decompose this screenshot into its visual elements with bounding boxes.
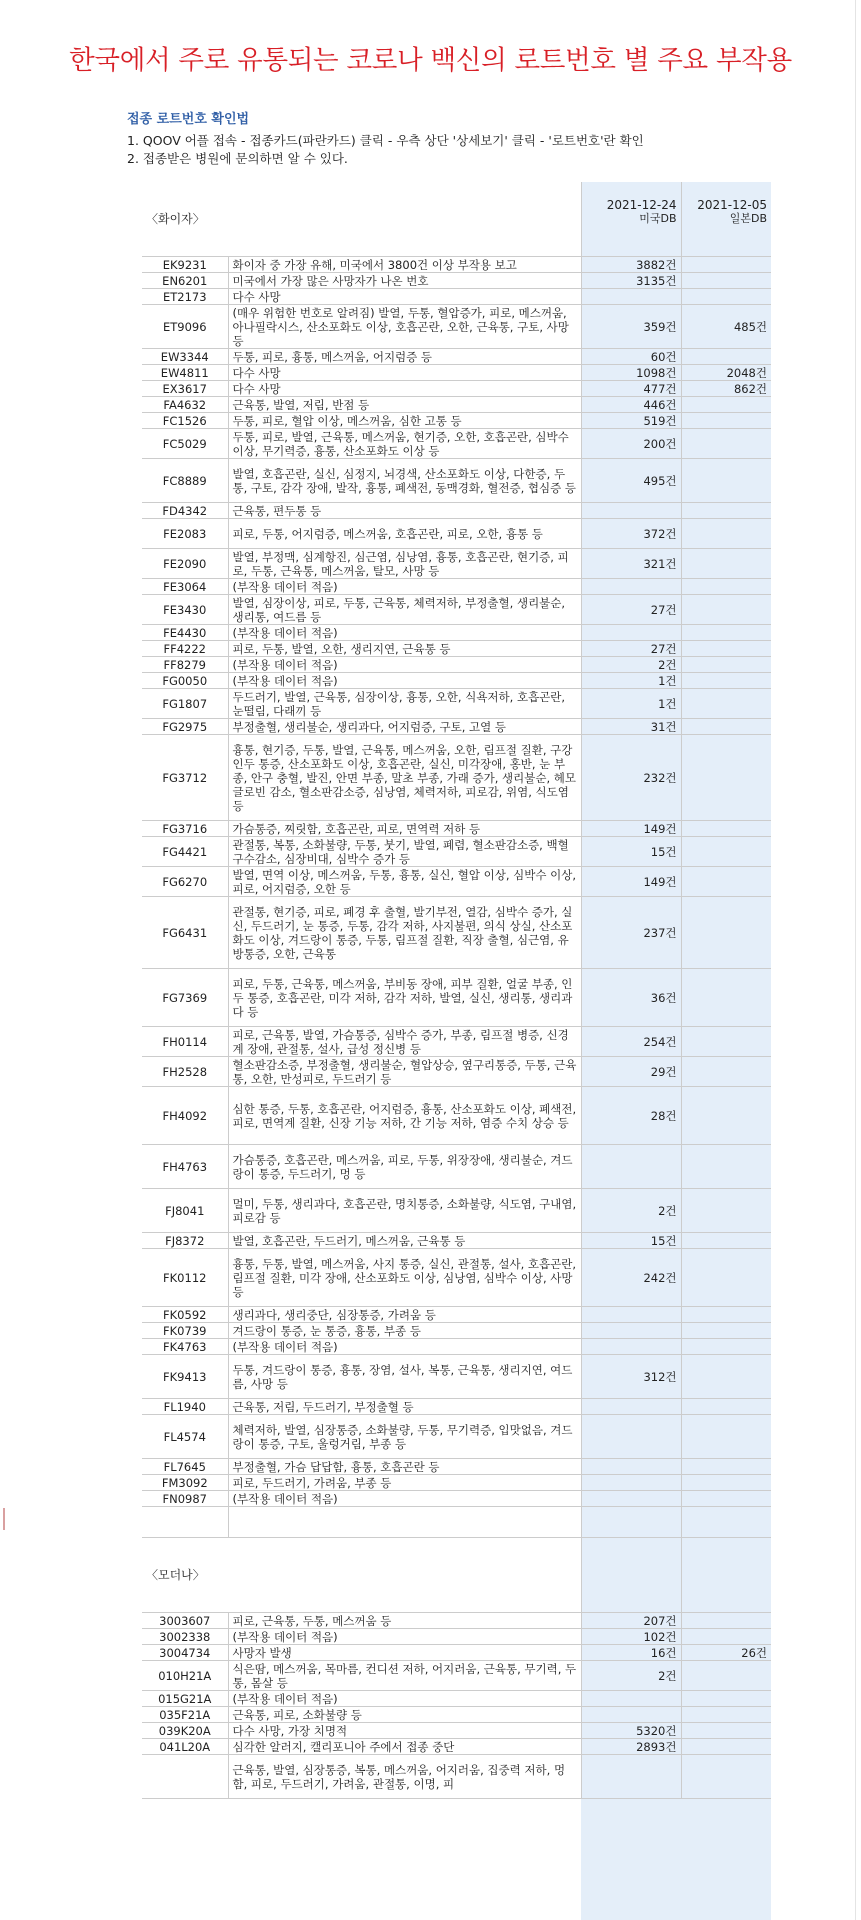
side-effects: 피로, 근육통, 두통, 메스꺼움 등: [228, 1613, 581, 1629]
us-db-count: 149건: [581, 821, 681, 837]
us-db-count: 1098건: [581, 365, 681, 381]
us-db-count: [581, 1399, 681, 1415]
table-row: [142, 305, 771, 349]
side-effects: 부정출혈, 생리불순, 생리과다, 어지럼증, 구토, 고열 등: [228, 719, 581, 735]
jp-db-count: [681, 1491, 771, 1507]
jp-db-count: [681, 1459, 771, 1475]
jp-db-count: [681, 349, 771, 365]
us-db-count: 2건: [581, 1189, 681, 1233]
lot-number: FJ8372: [142, 1233, 228, 1249]
us-db-count: 359건: [581, 305, 681, 349]
lot-number: FJ8041: [142, 1189, 228, 1233]
table-row: [142, 1145, 771, 1189]
instructions-heading: 접종 로트번호 확인법: [127, 112, 250, 127]
lot-number: ET9096: [142, 305, 228, 349]
lot-number: EN6201: [142, 273, 228, 289]
side-effects: 미국에서 가장 많은 사망자가 나온 번호: [228, 273, 581, 289]
lot-number: FC5029: [142, 429, 228, 459]
lot-number: 3003607: [142, 1613, 228, 1629]
table-row: [142, 1491, 771, 1507]
side-effects: (부작용 데이터 적음): [228, 1491, 581, 1507]
jp-db-count: [681, 1145, 771, 1189]
lot-number: FK0592: [142, 1307, 228, 1323]
table-row: [142, 1087, 771, 1145]
side-effects: 체력저하, 발열, 심장통증, 소화불량, 두통, 무기력증, 입맛없음, 겨드랑이 통증, 구토, 울렁거림, 부종 등: [228, 1415, 581, 1459]
side-effects: 발열, 호흡곤란, 두드러기, 메스꺼움, 근육통 등: [228, 1233, 581, 1249]
spacer-cell: [142, 1507, 228, 1538]
jp-db-count: [681, 897, 771, 969]
lot-number: FF8279: [142, 657, 228, 673]
jp-db-count: [681, 1475, 771, 1491]
jp-db-count: [681, 821, 771, 837]
jp-db-count: [681, 397, 771, 413]
table-row: [142, 1355, 771, 1399]
left-edge-mark: [3, 1508, 5, 1530]
spacer-cell: [681, 1507, 771, 1538]
side-effects: 피로, 근육통, 발열, 가슴통증, 심박수 증가, 부종, 림프절 병증, 신경계 장애, 관절통, 설사, 급성 정신병 등: [228, 1027, 581, 1057]
lot-number: FK0112: [142, 1249, 228, 1307]
lot-check-instructions: [127, 108, 644, 168]
us-db-count: [581, 1145, 681, 1189]
table-row: [142, 1645, 771, 1661]
jp-db-count: [681, 503, 771, 519]
jp-db-count: [681, 1087, 771, 1145]
side-effects: 피로, 두드러기, 가려움, 부종 등: [228, 1475, 581, 1491]
lot-number: FG6431: [142, 897, 228, 969]
us-db-count: 5320건: [581, 1723, 681, 1739]
lot-number: FM3092: [142, 1475, 228, 1491]
table-row: [142, 1459, 771, 1475]
table-row: [142, 595, 771, 625]
jp-db-count: [681, 1027, 771, 1057]
us-db-count: 15건: [581, 837, 681, 867]
us-db-count: [581, 289, 681, 305]
table-row: [142, 969, 771, 1027]
lot-number: FK0739: [142, 1323, 228, 1339]
side-effects: 생리과다, 생리중단, 심장통증, 가려움 등: [228, 1307, 581, 1323]
lot-number: FG7369: [142, 969, 228, 1027]
us-db-count: [581, 625, 681, 641]
jp-db-count: [681, 1755, 771, 1799]
jp-db-count: [681, 735, 771, 821]
side-effects: (부작용 데이터 적음): [228, 657, 581, 673]
us-db-count: 312건: [581, 1355, 681, 1399]
side-effects: 두통, 피로, 발열, 근육통, 메스꺼움, 현기증, 오한, 호흡곤란, 심박수 이상, 무기력증, 흉통, 산소포화도 이상 등: [228, 429, 581, 459]
jp-db-count: [681, 837, 771, 867]
lot-number: FE3064: [142, 579, 228, 595]
lot-number: FG3712: [142, 735, 228, 821]
lot-number: FE2090: [142, 549, 228, 579]
lot-number: 010H21A: [142, 1661, 228, 1691]
lot-number: EX3617: [142, 381, 228, 397]
jp-db-count: [681, 1661, 771, 1691]
jp-db-count: [681, 257, 771, 273]
section-desc-empty: [228, 182, 581, 257]
table-row: [142, 1707, 771, 1723]
table-row: [142, 1415, 771, 1459]
side-effects: (매우 위험한 번호로 알려짐) 발열, 두통, 혈압증가, 피로, 메스꺼움, 아나필락시스, 산소포화도 이상, 호흡곤란, 오한, 근육통, 구토, 사망 등: [228, 305, 581, 349]
table-row: [142, 625, 771, 641]
lot-number: FE4430: [142, 625, 228, 641]
us-db-count: 1건: [581, 673, 681, 689]
side-effects: 사망자 발생: [228, 1645, 581, 1661]
lot-number: [142, 1755, 228, 1799]
jp-db-count: [681, 1323, 771, 1339]
us-db-count: 321건: [581, 549, 681, 579]
table-row: [142, 641, 771, 657]
us-db-count: [581, 1707, 681, 1723]
side-effects: 부정출혈, 가슴 답답함, 흉통, 호흡곤란 등: [228, 1459, 581, 1475]
table-row: [142, 657, 771, 673]
side-effects: 피로, 두통, 어지럼증, 메스꺼움, 호흡곤란, 피로, 오한, 흉통 등: [228, 519, 581, 549]
side-effects: 근육통, 편두통 등: [228, 503, 581, 519]
us-db-date: 2021-12-24: [606, 198, 677, 212]
jp-db-count: [681, 1249, 771, 1307]
lot-number: FG3716: [142, 821, 228, 837]
table-row: [142, 1339, 771, 1355]
table-row: [142, 579, 771, 595]
jp-db-count: [681, 1399, 771, 1415]
us-db-count: 102건: [581, 1629, 681, 1645]
us-db-count: 200건: [581, 429, 681, 459]
lot-number: 041L20A: [142, 1739, 228, 1755]
spacer-cell: [228, 1507, 581, 1538]
us-db-count: 446건: [581, 397, 681, 413]
jp-db-count: [681, 459, 771, 503]
us-db-count: 237건: [581, 897, 681, 969]
side-effects: 다수 사망, 가장 치명적: [228, 1723, 581, 1739]
table-row: [142, 519, 771, 549]
table-row: [142, 257, 771, 273]
us-db-count: 36건: [581, 969, 681, 1027]
table-row: [142, 1613, 771, 1629]
side-effects: 두통, 겨드랑이 통증, 흉통, 장염, 설사, 복통, 근육통, 생리지연, 여드름, 사망 등: [228, 1355, 581, 1399]
jp-db-count: [681, 595, 771, 625]
us-db-header: [581, 182, 681, 257]
jp-db-count: [681, 549, 771, 579]
table-row: [142, 673, 771, 689]
lot-number: FL7645: [142, 1459, 228, 1475]
table-row: [142, 1027, 771, 1057]
lot-number: 3002338: [142, 1629, 228, 1645]
lot-number: FG1807: [142, 689, 228, 719]
side-effects: 흉통, 현기증, 두통, 발열, 근육통, 메스꺼움, 오한, 림프절 질환, 구강 인두 통증, 산소포화도 이상, 호흡곤란, 실신, 미각장애, 홍반, 눈 부종, 안구 충혈, 발진, 안면 부종, 말초 부종, 가래 증가, 생리불순, 헤모글로빈 감소, 혈소판감소증, 심낭염, 체력저하, 피로감, 위염, 식도염 등: [228, 735, 581, 821]
jp-db-count: 26건: [681, 1645, 771, 1661]
section-header-row: [142, 1538, 771, 1613]
jp-db-count: [681, 657, 771, 673]
table-row: [142, 1233, 771, 1249]
table-row: [142, 365, 771, 381]
us-db-count: 16건: [581, 1645, 681, 1661]
side-effects: 근육통, 발열, 심장통증, 복통, 메스꺼움, 어지러움, 집중력 저하, 멍함, 피로, 두드러기, 가려움, 관절통, 이명, 피: [228, 1755, 581, 1799]
side-effects: 발열, 심장이상, 피로, 두통, 근육통, 체력저하, 부정출혈, 생리불순, 생리통, 여드름 등: [228, 595, 581, 625]
us-db-count: 1건: [581, 689, 681, 719]
table-row: [142, 1399, 771, 1415]
side-effects: 흉통, 두통, 발열, 메스꺼움, 사지 통증, 실신, 관절통, 설사, 호흡곤란, 림프절 질환, 미각 장애, 산소포화도 이상, 심낭염, 심박수 이상, 사망 등: [228, 1249, 581, 1307]
lot-number: 015G21A: [142, 1691, 228, 1707]
jp-db-count: [681, 1739, 771, 1755]
lot-number: FC8889: [142, 459, 228, 503]
lot-number: FH4763: [142, 1145, 228, 1189]
us-db-count: [581, 1307, 681, 1323]
lot-number: 3004734: [142, 1645, 228, 1661]
us-db-count: 2893건: [581, 1739, 681, 1755]
side-effects: 다수 사망: [228, 365, 581, 381]
jp-db-count: [681, 969, 771, 1027]
side-effects: 두통, 피로, 흉통, 메스꺼움, 어지럼증 등: [228, 349, 581, 365]
table-row: [142, 821, 771, 837]
jp-db-count: [681, 519, 771, 549]
table-row: [142, 1189, 771, 1233]
jp-db-count: [681, 719, 771, 735]
us-db-count: 242건: [581, 1249, 681, 1307]
table-row: [142, 1323, 771, 1339]
us-db-count: 232건: [581, 735, 681, 821]
lot-number: FE3430: [142, 595, 228, 625]
side-effects: 발열, 면역 이상, 메스꺼움, 두통, 흉통, 실신, 혈압 이상, 심박수 이상, 피로, 어지럼증, 오한 등: [228, 867, 581, 897]
us-db-label: 미국DB: [639, 212, 677, 225]
jp-db-count: [681, 641, 771, 657]
jp-db-count: [681, 1057, 771, 1087]
side-effects: 관절통, 복통, 소화불량, 두통, 붓기, 발열, 폐렴, 혈소판감소증, 백혈구수감소, 심장비대, 심박수 증가 등: [228, 837, 581, 867]
us-db-count: 15건: [581, 1233, 681, 1249]
jp-db-count: [681, 1189, 771, 1233]
table-row: [142, 273, 771, 289]
lot-number: FC1526: [142, 413, 228, 429]
lot-number: FD4342: [142, 503, 228, 519]
us-db-count: 519건: [581, 413, 681, 429]
side-effects: (부작용 데이터 적음): [228, 1339, 581, 1355]
lot-number: FE2083: [142, 519, 228, 549]
table-row: [142, 1249, 771, 1307]
lot-number: FL1940: [142, 1399, 228, 1415]
us-db-count: 29건: [581, 1057, 681, 1087]
us-db-count: [581, 1755, 681, 1799]
lot-number: FA4632: [142, 397, 228, 413]
table-row: [142, 719, 771, 735]
us-db-count: 27건: [581, 595, 681, 625]
instruction-line-1: 1. QOOV 어플 접속 - 접종카드(파란카드) 클릭 - 우측 상단 '상세보기' 클릭 - '로트번호'란 확인: [127, 133, 644, 148]
table-row: [142, 549, 771, 579]
side-effects: 심한 통증, 두통, 호흡곤란, 어지럼증, 흉통, 산소포화도 이상, 폐색전, 피로, 면역계 질환, 신장 기능 저하, 간 기능 저하, 염증 수치 상승 등: [228, 1087, 581, 1145]
us-db-count: [581, 1323, 681, 1339]
side-effects: 두통, 피로, 혈압 이상, 메스꺼움, 심한 고통 등: [228, 413, 581, 429]
us-db-count: 27건: [581, 641, 681, 657]
side-effects: 심각한 알러지, 캘리포니아 주에서 접종 중단: [228, 1739, 581, 1755]
us-db-count: 477건: [581, 381, 681, 397]
table-row: [142, 1755, 771, 1799]
lot-number: FK9413: [142, 1355, 228, 1399]
side-effects: 발열, 호흡곤란, 실신, 심정지, 뇌경색, 산소포화도 이상, 다한증, 두통, 구토, 감각 장애, 발작, 흉통, 폐색전, 동맥경화, 혈전증, 협심증 등: [228, 459, 581, 503]
us-db-header: [581, 1538, 681, 1613]
us-db-count: [581, 1339, 681, 1355]
jp-db-count: [681, 289, 771, 305]
jp-db-date: 2021-12-05: [697, 198, 767, 212]
jp-db-count: [681, 1339, 771, 1355]
lot-number: FG0050: [142, 673, 228, 689]
side-effects: 근육통, 저림, 두드러기, 부정출혈 등: [228, 1399, 581, 1415]
table-row: [142, 381, 771, 397]
side-effects: 관절통, 현기증, 피로, 폐경 후 출혈, 발기부전, 열감, 심박수 증가, 실신, 두드러기, 눈 통증, 두통, 감각 저하, 사지불편, 의식 상실, 산소포화도 이상, 겨드랑이 통증, 두통, 림프절 질환, 직장 출혈, 심근염, 유방통증, 오한, 근육통: [228, 897, 581, 969]
table-row: [142, 867, 771, 897]
us-db-count: [581, 1475, 681, 1491]
jp-db-label: 일본DB: [729, 212, 767, 225]
side-effects: 피로, 두통, 발열, 오한, 생리지연, 근육통 등: [228, 641, 581, 657]
jp-db-header: [681, 1538, 771, 1613]
lot-number: EW3344: [142, 349, 228, 365]
us-db-count: 28건: [581, 1087, 681, 1145]
lot-number: FF4222: [142, 641, 228, 657]
jp-db-count: [681, 1691, 771, 1707]
section-name: 〈화이자〉: [142, 182, 228, 257]
jp-db-count: [681, 429, 771, 459]
table-row: [142, 1739, 771, 1755]
side-effects: 근육통, 피로, 소화불량 등: [228, 1707, 581, 1723]
table-body: [142, 182, 771, 1799]
us-db-count: 254건: [581, 1027, 681, 1057]
instruction-line-2: 2. 접종받은 병원에 문의하면 알 수 있다.: [127, 151, 348, 166]
table-row: [142, 1661, 771, 1691]
lot-number: FH4092: [142, 1087, 228, 1145]
jp-db-count: [681, 625, 771, 641]
spacer-cell: [581, 1507, 681, 1538]
side-effects: 가슴통증, 호흡곤란, 메스꺼움, 피로, 두통, 위장장애, 생리불순, 겨드랑이 통증, 두드러기, 멍 등: [228, 1145, 581, 1189]
jp-db-count: [681, 1307, 771, 1323]
lot-number: EK9231: [142, 257, 228, 273]
table-row: [142, 503, 771, 519]
us-db-count: 60건: [581, 349, 681, 365]
side-effects: (부작용 데이터 적음): [228, 579, 581, 595]
jp-db-count: [681, 673, 771, 689]
lot-number: FH2528: [142, 1057, 228, 1087]
us-db-count: 372건: [581, 519, 681, 549]
jp-db-count: [681, 689, 771, 719]
lot-number: FG2975: [142, 719, 228, 735]
lot-number: FL4574: [142, 1415, 228, 1459]
lot-number: ET2173: [142, 289, 228, 305]
jp-db-count: [681, 579, 771, 595]
us-db-count: [581, 1459, 681, 1475]
side-effects: 식은땀, 메스꺼움, 목마름, 컨디션 저하, 어지러움, 근육통, 무기력, 두통, 몸살 등: [228, 1661, 581, 1691]
lot-number: 035F21A: [142, 1707, 228, 1723]
lot-number: FH0114: [142, 1027, 228, 1057]
side-effects: (부작용 데이터 적음): [228, 625, 581, 641]
table-row: [142, 1307, 771, 1323]
table-row: [142, 413, 771, 429]
table-row: [142, 1691, 771, 1707]
side-effects: 발열, 부정맥, 심계항진, 심근염, 심낭염, 흉통, 호흡곤란, 현기증, 피로, 두통, 근육통, 메스꺼움, 탈모, 사망 등: [228, 549, 581, 579]
section-spacer: [142, 1507, 771, 1538]
lot-number: FN0987: [142, 1491, 228, 1507]
jp-db-count: [681, 273, 771, 289]
us-db-count: 2건: [581, 657, 681, 673]
jp-db-header: [681, 182, 771, 257]
table-row: [142, 1723, 771, 1739]
us-db-count: [581, 503, 681, 519]
side-effects: 두드러기, 발열, 근육통, 심장이상, 흉통, 오한, 식욕저하, 호흡곤란, 눈떨림, 다래끼 등: [228, 689, 581, 719]
us-db-count: 31건: [581, 719, 681, 735]
jp-db-count: [681, 867, 771, 897]
lot-number: FG6270: [142, 867, 228, 897]
lot-number: FG4421: [142, 837, 228, 867]
side-effects: 겨드랑이 통증, 눈 통증, 흉통, 부종 등: [228, 1323, 581, 1339]
side-effects: 다수 사망: [228, 381, 581, 397]
table-row: [142, 897, 771, 969]
jp-db-count: [681, 1629, 771, 1645]
table-row: [142, 1475, 771, 1491]
lot-number: EW4811: [142, 365, 228, 381]
table-row: [142, 429, 771, 459]
side-effects: 가슴통증, 찌릿함, 호흡곤란, 피로, 면역력 저하 등: [228, 821, 581, 837]
jp-db-count: [681, 413, 771, 429]
side-effects: (부작용 데이터 적음): [228, 1629, 581, 1645]
us-db-count: 495건: [581, 459, 681, 503]
table-row: [142, 289, 771, 305]
jp-db-count: [681, 1613, 771, 1629]
us-db-count: [581, 1415, 681, 1459]
side-effects: 근육통, 발열, 저림, 반점 등: [228, 397, 581, 413]
us-db-count: 149건: [581, 867, 681, 897]
table-row: [142, 689, 771, 719]
table-row: [142, 1057, 771, 1087]
lot-number: 039K20A: [142, 1723, 228, 1739]
table-row: [142, 1629, 771, 1645]
lot-side-effects-table: [142, 182, 771, 1799]
table-row: [142, 735, 771, 821]
side-effects: (부작용 데이터 적음): [228, 673, 581, 689]
us-db-count: [581, 579, 681, 595]
side-effects: 피로, 두통, 근육통, 메스꺼움, 부비동 장애, 피부 질환, 얼굴 부종, 인두 통증, 호흡곤란, 미각 저하, 감각 저하, 발열, 실신, 생리통, 생리과다 등: [228, 969, 581, 1027]
table-row: [142, 349, 771, 365]
section-desc-empty: [228, 1538, 581, 1613]
jp-db-count: [681, 1415, 771, 1459]
side-effects: (부작용 데이터 적음): [228, 1691, 581, 1707]
jp-db-count: 2048건: [681, 365, 771, 381]
table-row: [142, 397, 771, 413]
section-name: 〈모더나〉: [142, 1538, 228, 1613]
us-db-count: 3135건: [581, 273, 681, 289]
us-db-count: 2건: [581, 1661, 681, 1691]
jp-db-count: [681, 1723, 771, 1739]
lot-number: FK4763: [142, 1339, 228, 1355]
jp-db-count: [681, 1233, 771, 1249]
jp-db-count: 485건: [681, 305, 771, 349]
us-db-count: 207건: [581, 1613, 681, 1629]
section-header-row: [142, 182, 771, 257]
us-db-count: [581, 1691, 681, 1707]
right-edge-line: [855, 0, 856, 1920]
jp-db-count: [681, 1707, 771, 1723]
side-effects: 화이자 중 가장 유해, 미국에서 3800건 이상 부작용 보고: [228, 257, 581, 273]
us-db-count: [581, 1491, 681, 1507]
page-title: 한국에서 주로 유통되는 코로나 백신의 로트번호 별 주요 부작용: [69, 45, 792, 76]
side-effects: 다수 사망: [228, 289, 581, 305]
table-row: [142, 837, 771, 867]
side-effects: 혈소판감소증, 부정출혈, 생리불순, 혈압상승, 옆구리통증, 두통, 근육통, 오한, 만성피로, 두드러기 등: [228, 1057, 581, 1087]
jp-db-count: [681, 1355, 771, 1399]
jp-db-count: 862건: [681, 381, 771, 397]
table-row: [142, 459, 771, 503]
side-effects: 멀미, 두통, 생리과다, 호흡곤란, 명치통증, 소화불량, 식도염, 구내염, 피로감 등: [228, 1189, 581, 1233]
us-db-count: 3882건: [581, 257, 681, 273]
